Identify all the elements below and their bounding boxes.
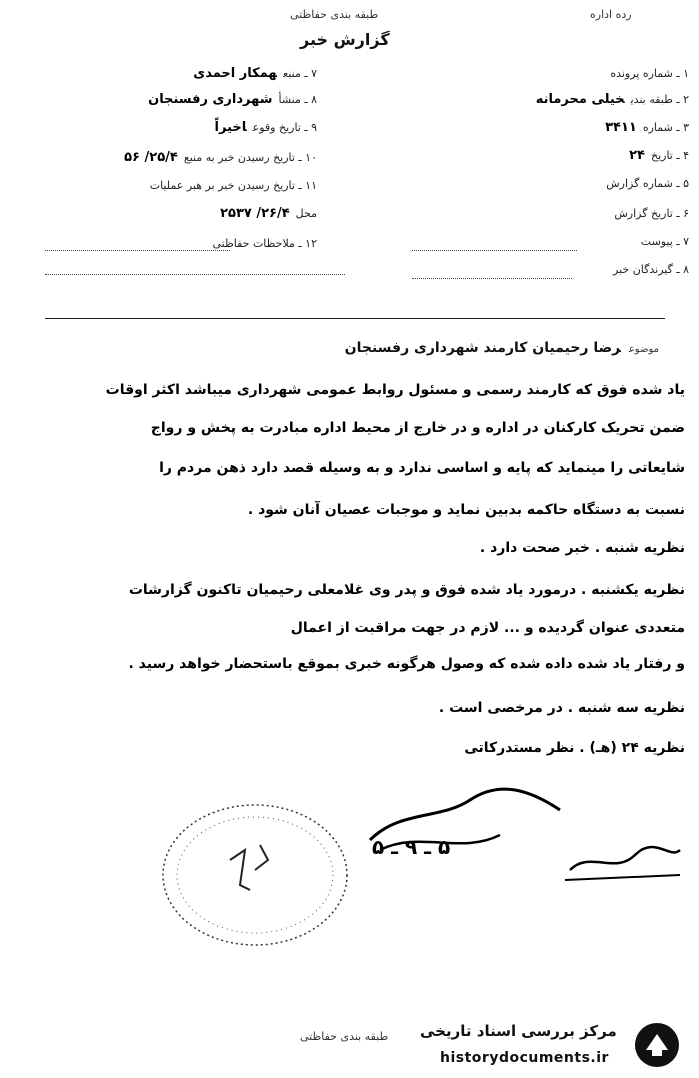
field-file-number: ۱ ـ شماره پرونده	[610, 67, 689, 80]
archive-logo-icon	[632, 1020, 682, 1070]
opinion-line: و رفتار یاد شده داده شده که وصول هرگونه خبری بموقع باستحضار خواهد رسید .	[128, 656, 685, 672]
field-number: ۳ ـ شماره۳۴۱۱	[605, 120, 689, 135]
field-location: محل۲۶/۴/ ۲۵۳۷	[220, 206, 317, 221]
field-occurrence-date: ۹ ـ تاریخ وقوعاخیراً	[214, 120, 317, 135]
body-line: یاد شده فوق که کارمند رسمی و مسئول روابط عمومی شهرداری میباشد اکثر اوقات	[105, 382, 685, 398]
field-security-notes: ۱۲ ـ ملاحظات حفاظتی	[212, 237, 317, 250]
watermark-text: مرکز بررسی اسناد تاریخی	[420, 1022, 617, 1040]
field-report-date: ۶ ـ تاریخ گزارش	[614, 207, 689, 220]
opinion-line: نظریه سه شنبه . در مرخصی است .	[438, 700, 685, 716]
footer-classification: طبقه بندی حفاظتی	[300, 1030, 389, 1043]
page-title: گزارش خبر	[300, 30, 390, 49]
header-classification: طبقه بندی حفاظتی	[290, 8, 379, 21]
header-office: رده اداره	[590, 8, 632, 21]
signature-number: ۵ ـ ۹ ـ ۵	[372, 835, 451, 859]
subject-line: موضوعرضا رحیمیان کارمند شهرداری رفسنجان	[344, 340, 659, 356]
dotted-line	[412, 278, 572, 279]
dotted-line	[45, 250, 230, 251]
closing-opinion: نظریه ۲۴ (هـ) . نظر مستدرکاتی	[464, 740, 685, 756]
opinion-line: متعددی عنوان گردیده و ... لازم در جهت مراقبت از اعمال	[290, 620, 685, 636]
field-recipients: ۸ ـ گیرندگان خبر	[613, 263, 689, 276]
field-attachment: ۷ ـ پیوست	[640, 235, 689, 248]
field-date: ۴ ـ تاریخ۲۴	[629, 148, 689, 163]
field-origin: ۸ ـ منشأشهرداری رفسنجان	[148, 92, 317, 107]
signature-scribble	[560, 830, 690, 890]
field-report-number: ۵ ـ شماره گزارش	[606, 177, 689, 190]
body-line: ضمن تحریک کارکنان در اداره و در خارج از محیط اداره مبادرت به پخش و رواج	[150, 420, 685, 436]
footer	[0, 1018, 699, 1078]
field-source-receipt-date: ۱۰ ـ تاریخ رسیدن خبر به منبع۲۵/۴/ ۵۶	[124, 150, 317, 165]
dotted-line	[45, 274, 345, 275]
field-source: ۷ ـ منبعهمکار احمدی	[193, 66, 317, 81]
opinion-line: نظریه یکشنبه . درمورد یاد شده فوق و پدر وی غلامعلی رحیمیان تاکنون گزارشات	[128, 582, 685, 598]
field-operations-receipt-date: ۱۱ ـ تاریخ رسیدن خبر بر هبر عملیات	[149, 179, 317, 192]
body-line: نسبت به دستگاه حاکمه بدبین نماید و موجبات عصیان آنان شود .	[247, 502, 685, 518]
official-seal-icon	[150, 790, 360, 960]
watermark-url: historydocuments.ir	[440, 1050, 609, 1066]
field-classification: ۲ ـ طبقه بندیخیلی محرمانه	[535, 92, 689, 107]
dotted-line	[412, 250, 577, 251]
section-divider	[45, 318, 665, 319]
body-line: شایعاتی را مینماید که پایه و اساسی ندارد و به وسیله قصد دارد ذهن مردم را	[159, 460, 685, 476]
opinion-saturday: نظریه شنبه . خبر صحت دارد .	[479, 540, 685, 556]
